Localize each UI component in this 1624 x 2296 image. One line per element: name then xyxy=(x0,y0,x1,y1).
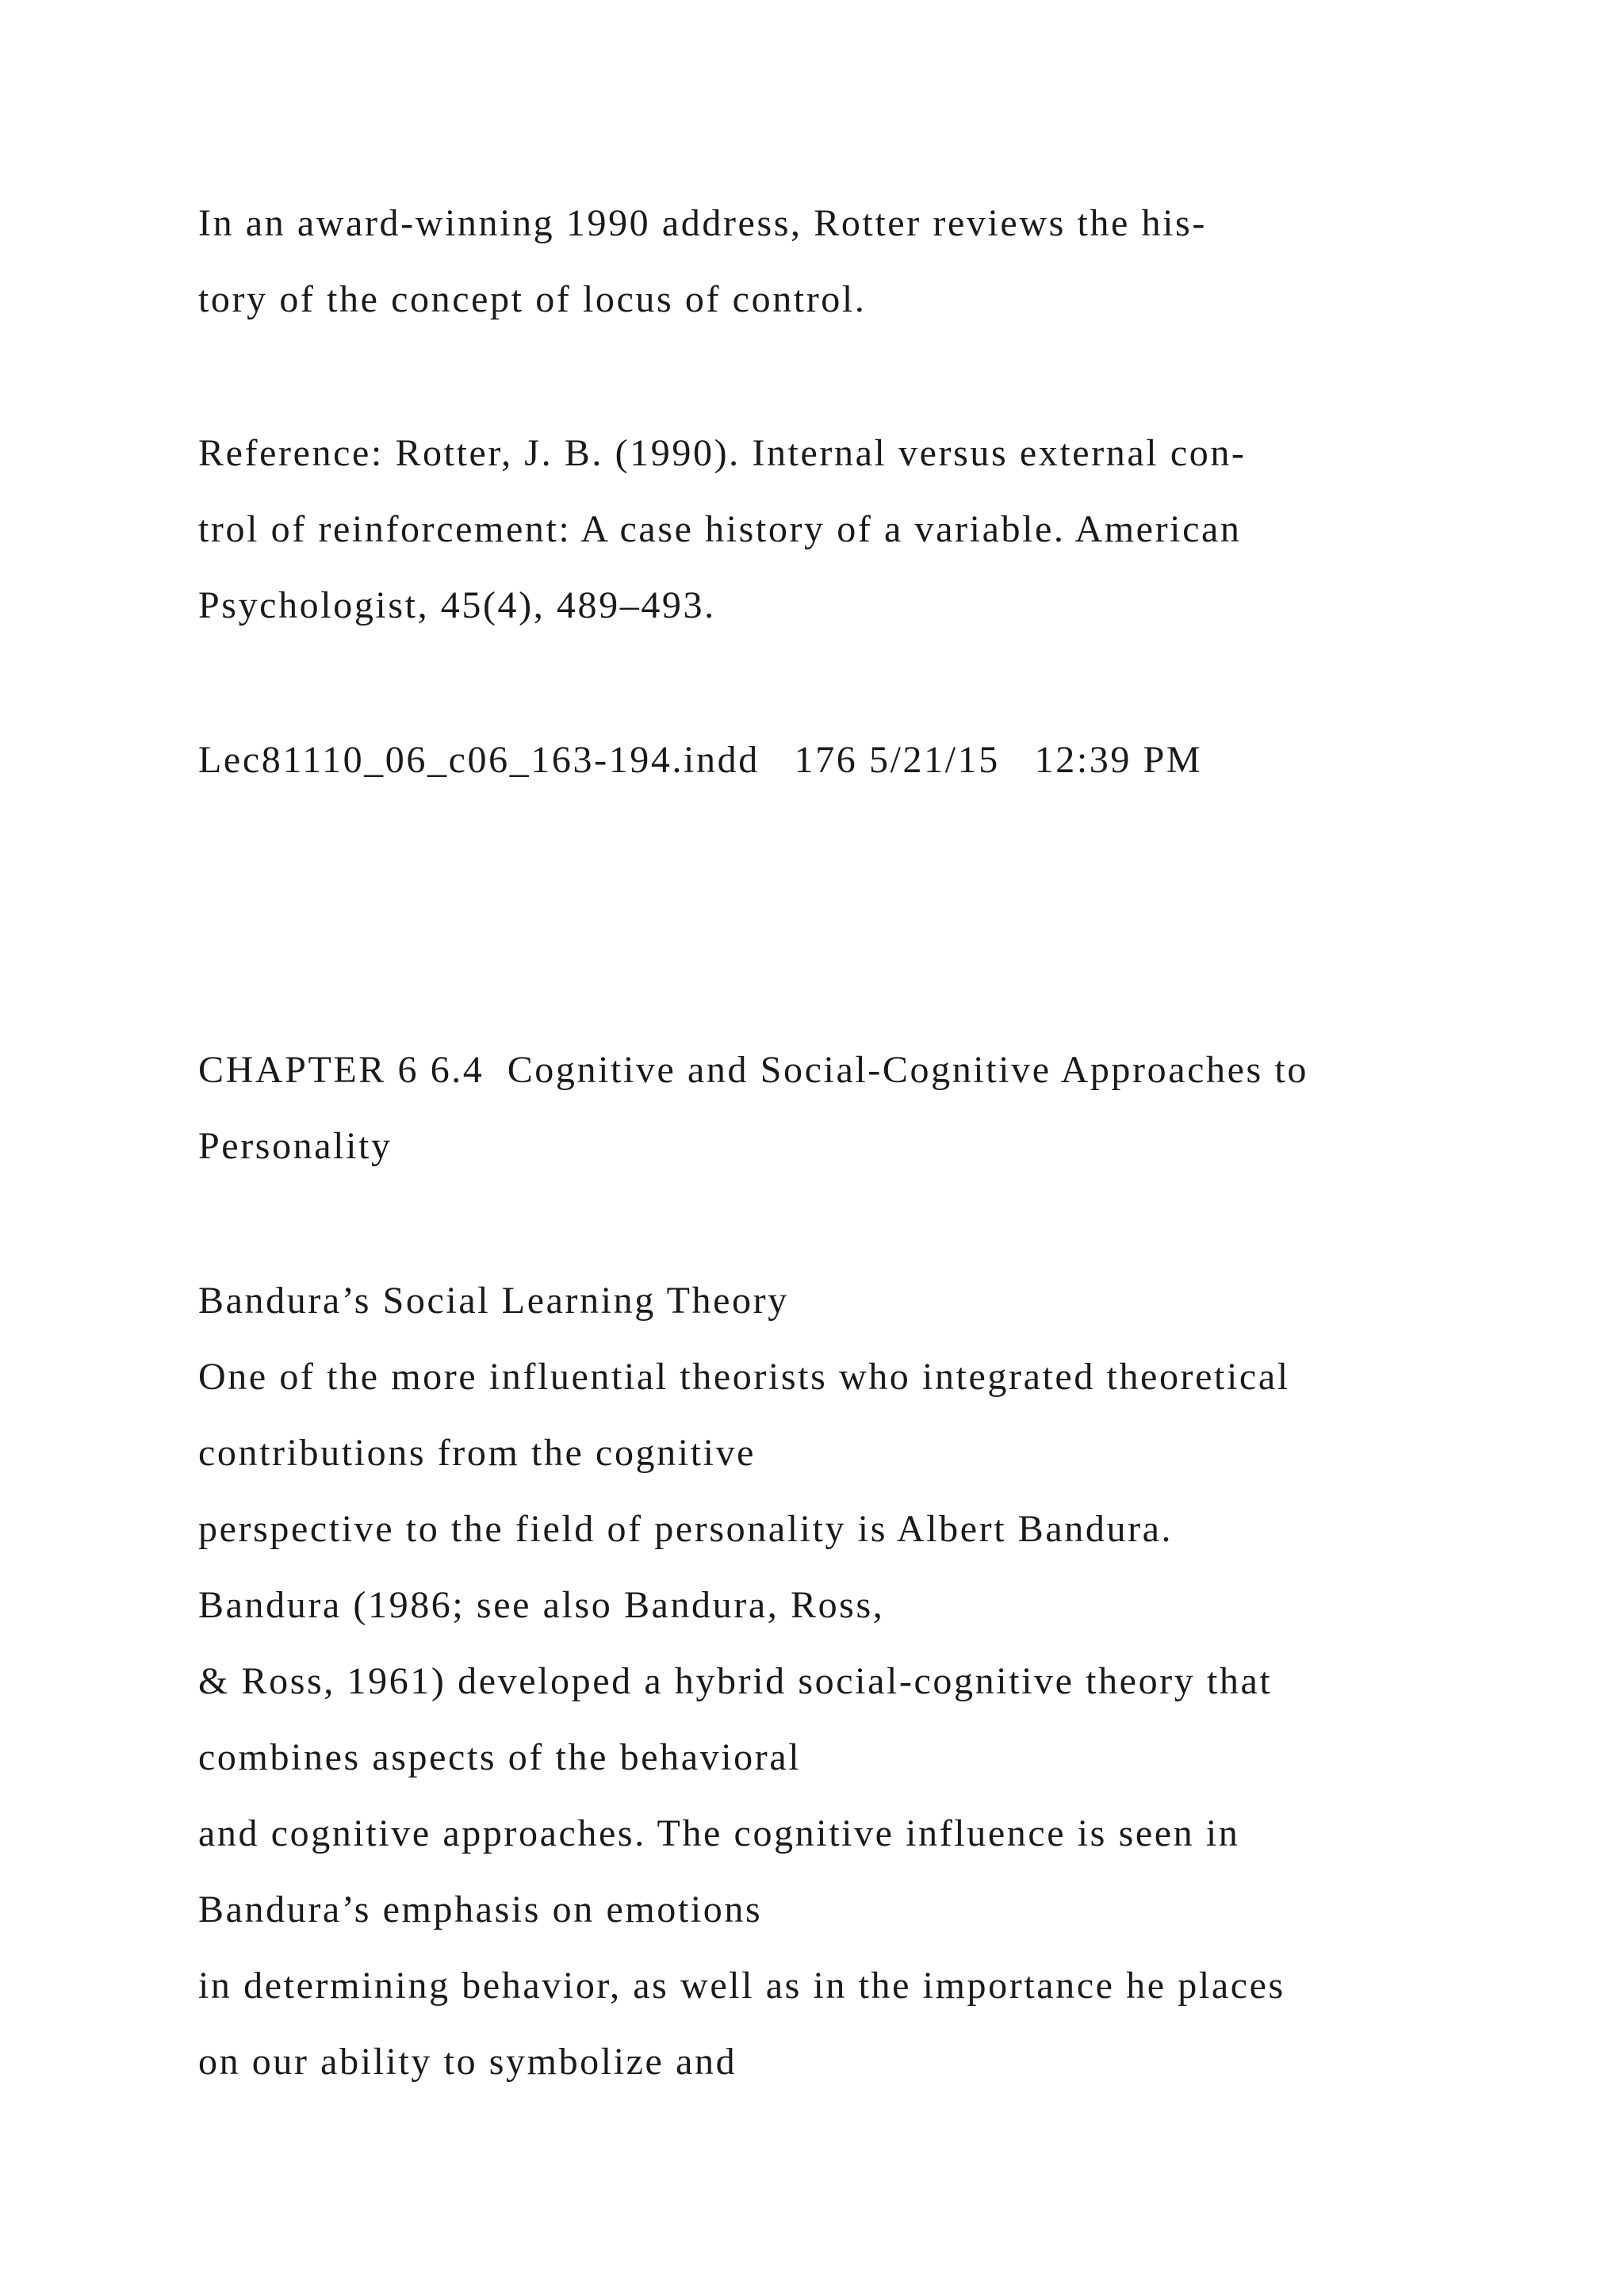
reference-line: trol of reinforcement: A case history of a variable. American xyxy=(198,508,1242,550)
chapter-heading: Personality xyxy=(198,1125,393,1167)
text-line: and cognitive approaches. The cognitive influence is seen in xyxy=(198,1812,1240,1854)
text-line: contributions from the cognitive xyxy=(198,1432,756,1474)
text-line: on our ability to symbolize and xyxy=(198,2041,737,2083)
text-line: in determining behavior, as well as in the importance he places xyxy=(198,1965,1285,2007)
text-line: One of the more influential theorists who integrated theoretical xyxy=(198,1356,1290,1398)
text-line: perspective to the field of personality is Albert Bandura. xyxy=(198,1508,1174,1550)
text-line: Bandura’s emphasis on emotions xyxy=(198,1888,763,1931)
chapter-heading: CHAPTER 6 6.4 Cognitive and Social-Cognitive Approaches to xyxy=(198,1049,1308,1091)
text-line: combines aspects of the behavioral xyxy=(198,1736,802,1778)
text-line: Bandura (1986; see also Bandura, Ross, xyxy=(198,1584,885,1626)
text-line: tory of the concept of locus of control. xyxy=(198,278,867,320)
text-line: In an award-winning 1990 address, Rotter reviews the his- xyxy=(198,202,1207,244)
file-info-line: Lec81110_06_c06_163-194.indd 176 5/21/15 12:39 PM xyxy=(198,739,1203,781)
text-line: & Ross, 1961) developed a hybrid social-cognitive theory that xyxy=(198,1660,1273,1702)
section-heading: Bandura’s Social Learning Theory xyxy=(198,1280,789,1322)
reference-line: Psychologist, 45(4), 489–493. xyxy=(198,584,716,626)
reference-line: Reference: Rotter, J. B. (1990). Internal versus external con- xyxy=(198,432,1247,474)
